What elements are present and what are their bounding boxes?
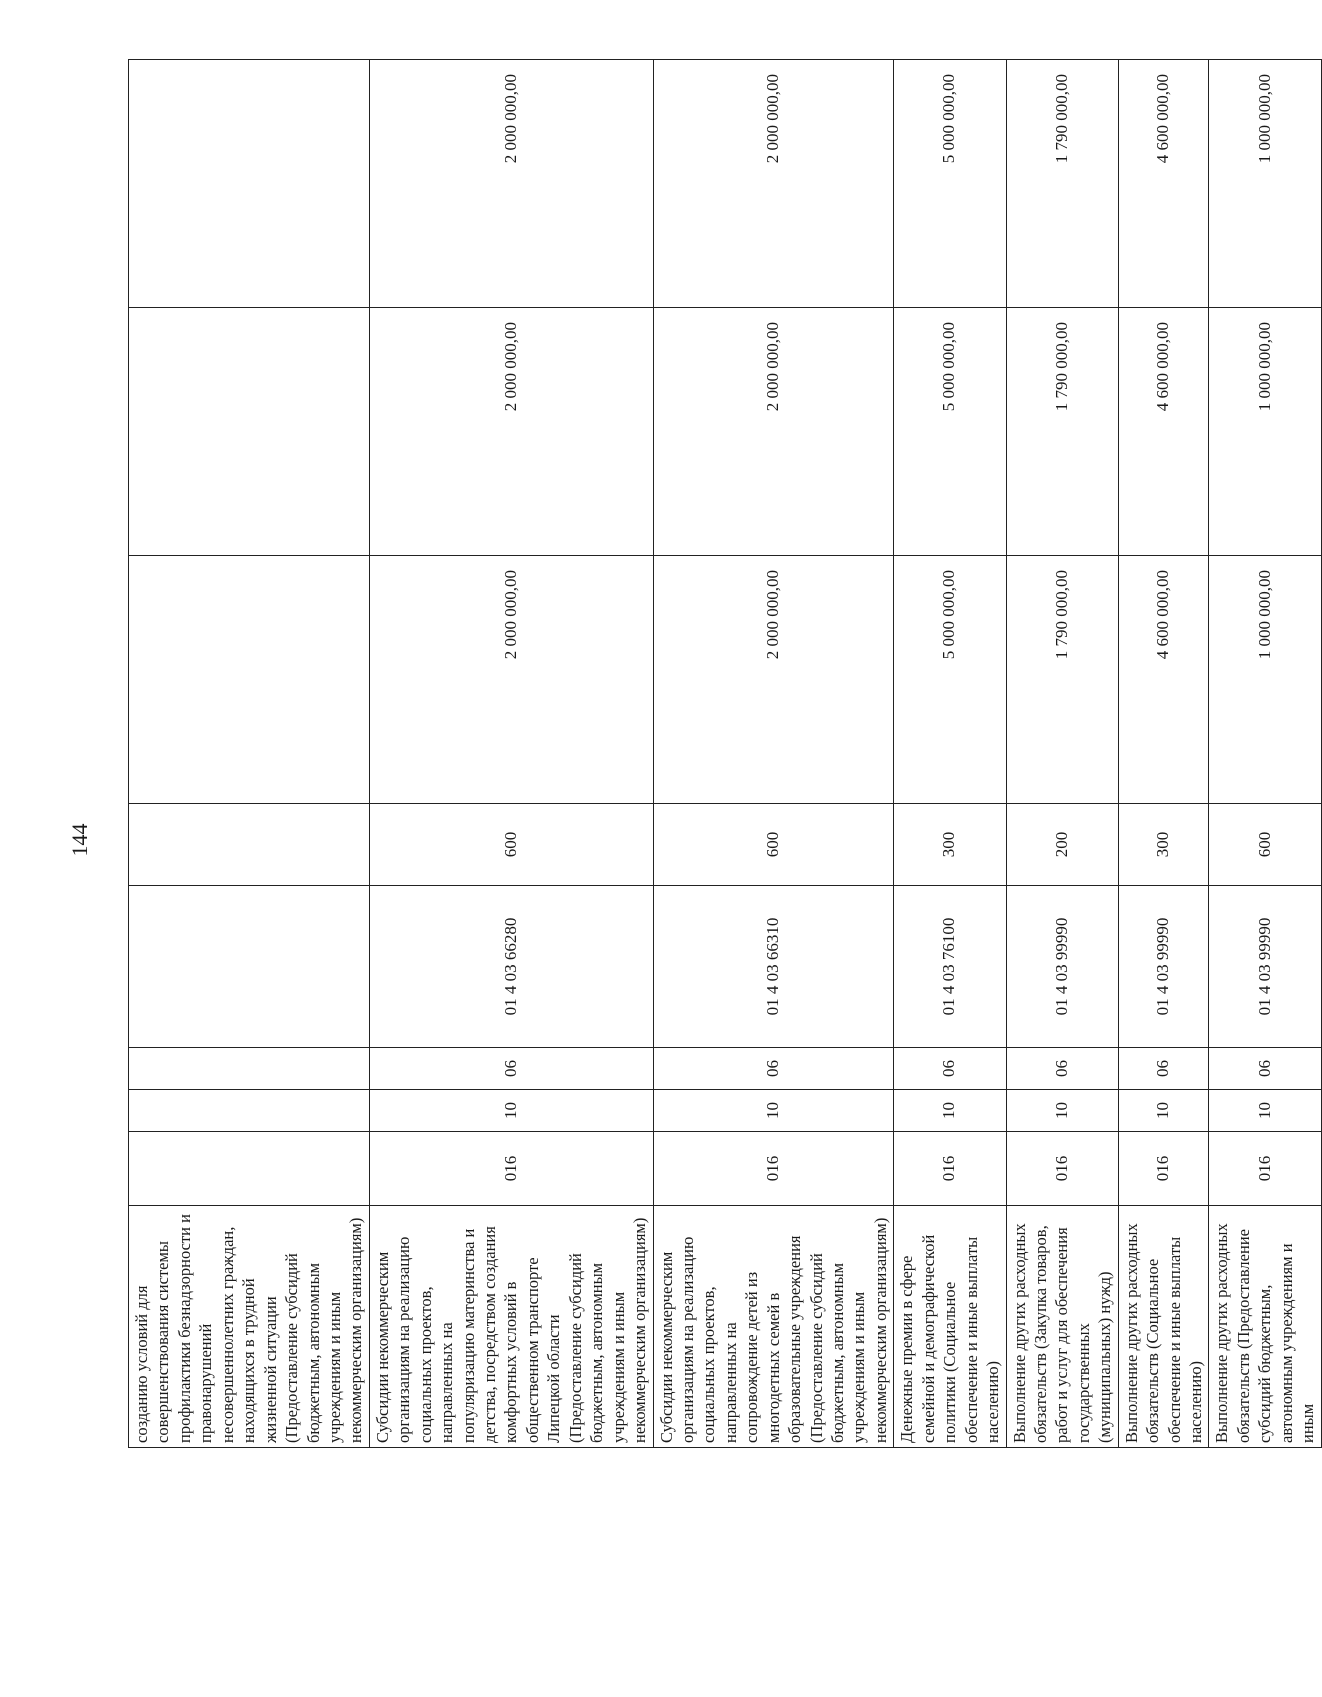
ministry-code-cell [129,1132,370,1206]
target-article-cell: 01 4 03 66310 [653,886,894,1048]
expense-type-cell: 200 [1006,804,1118,886]
budget-table [128,59,1322,1448]
target-article-cell [129,886,370,1048]
amount-year-2-cell: 2 000 000,00 [369,308,653,556]
section-code-cell: 10 [1118,1090,1209,1132]
amount-year-1-cell: 4 600 000,00 [1118,556,1209,804]
subsection-code-cell: 06 [1118,1048,1209,1090]
amount-year-2-cell: 1 000 000,00 [1209,308,1321,556]
amount-year-3-cell: 1 000 000,00 [1209,60,1321,308]
row-name-cell: Выполнение других расходных обязательств (Закупка товаров, работ и услуг для обеспечения государственных (муниципальных) нужд) [1006,1206,1118,1448]
amount-year-2-cell: 2 000 000,00 [653,308,894,556]
row-name-cell: Выполнение других расходных обязательств (Социальное обеспечение и иные выплаты населению) [1118,1206,1209,1448]
table-row [894,60,1006,1448]
section-code-cell: 10 [894,1090,1006,1132]
table-row [653,60,894,1448]
expense-type-cell: 600 [1209,804,1321,886]
amount-year-3-cell [129,60,370,308]
amount-year-1-cell: 5 000 000,00 [894,556,1006,804]
amount-year-1-cell: 1 790 000,00 [1006,556,1118,804]
row-name-cell: Субсидии некоммерческим организациям на реализацию социальных проектов, направленных на сопровождение детей из многодетных семей в образовательные учреждения (Предоставление субсидий бюджетным, автономным учреждениям и иным некоммерческим организациям) [653,1206,894,1448]
amount-year-1-cell [129,556,370,804]
amount-year-3-cell: 2 000 000,00 [369,60,653,308]
target-article-cell: 01 4 03 99990 [1118,886,1209,1048]
expense-type-cell: 300 [894,804,1006,886]
budget-rows [129,60,1322,1448]
table-row [1209,60,1321,1448]
ministry-code-cell: 016 [894,1132,1006,1206]
row-name-cell: Выполнение других расходных обязательств (Предоставление субсидий бюджетным, автономным учреждениям и иным [1209,1206,1321,1448]
ministry-code-cell: 016 [1006,1132,1118,1206]
target-article-cell: 01 4 03 99990 [1209,886,1321,1048]
amount-year-2-cell [129,308,370,556]
ministry-code-cell: 016 [1118,1132,1209,1206]
ministry-code-cell: 016 [369,1132,653,1206]
amount-year-1-cell: 1 000 000,00 [1209,556,1321,804]
expense-type-cell: 600 [369,804,653,886]
table-row [1118,60,1209,1448]
section-code-cell: 10 [653,1090,894,1132]
table-row [369,60,653,1448]
amount-year-3-cell: 4 600 000,00 [1118,60,1209,308]
expense-type-cell [129,804,370,886]
amount-year-2-cell: 1 790 000,00 [1006,308,1118,556]
amount-year-2-cell: 4 600 000,00 [1118,308,1209,556]
rotated-page-content [128,60,1318,1448]
amount-year-3-cell: 5 000 000,00 [894,60,1006,308]
table-row [129,60,370,1448]
amount-year-3-cell: 2 000 000,00 [653,60,894,308]
amount-year-3-cell: 1 790 000,00 [1006,60,1118,308]
page-number: 144 [67,823,92,857]
ministry-code-cell: 016 [653,1132,894,1206]
target-article-cell: 01 4 03 66280 [369,886,653,1048]
amount-year-2-cell: 5 000 000,00 [894,308,1006,556]
subsection-code-cell [129,1048,370,1090]
ministry-code-cell: 016 [1209,1132,1321,1206]
section-code-cell: 10 [1209,1090,1321,1132]
row-name-cell: Субсидии некоммерческим организациям на реализацию социальных проектов, направленных на популяризацию материнства и детства, посредством создания комфортных условий в общественном транспорте Липецкой области (Предоставление субсидий бюджетным, автономным учреждениям и иным некоммерческим организациям) [369,1206,653,1448]
subsection-code-cell: 06 [1006,1048,1118,1090]
row-name-cell: Денежные премии в сфере семейной и демографической политики (Социальное обеспечение и иные выплаты населению) [894,1206,1006,1448]
row-name-cell: созданию условий для совершенствования системы профилактики безнадзорности и правонарушений несовершеннолетних граждан, находящихся в трудной жизненной ситуации (Предоставление субсидий бюджетным, автономным учреждениям и иным некоммерческим организациям) [129,1206,370,1448]
section-code-cell [129,1090,370,1132]
subsection-code-cell: 06 [369,1048,653,1090]
target-article-cell: 01 4 03 76100 [894,886,1006,1048]
table-row [1006,60,1118,1448]
expense-type-cell: 600 [653,804,894,886]
subsection-code-cell: 06 [894,1048,1006,1090]
target-article-cell: 01 4 03 99990 [1006,886,1118,1048]
amount-year-1-cell: 2 000 000,00 [369,556,653,804]
subsection-code-cell: 06 [1209,1048,1321,1090]
section-code-cell: 10 [1006,1090,1118,1132]
subsection-code-cell: 06 [653,1048,894,1090]
amount-year-1-cell: 2 000 000,00 [653,556,894,804]
expense-type-cell: 300 [1118,804,1209,886]
section-code-cell: 10 [369,1090,653,1132]
